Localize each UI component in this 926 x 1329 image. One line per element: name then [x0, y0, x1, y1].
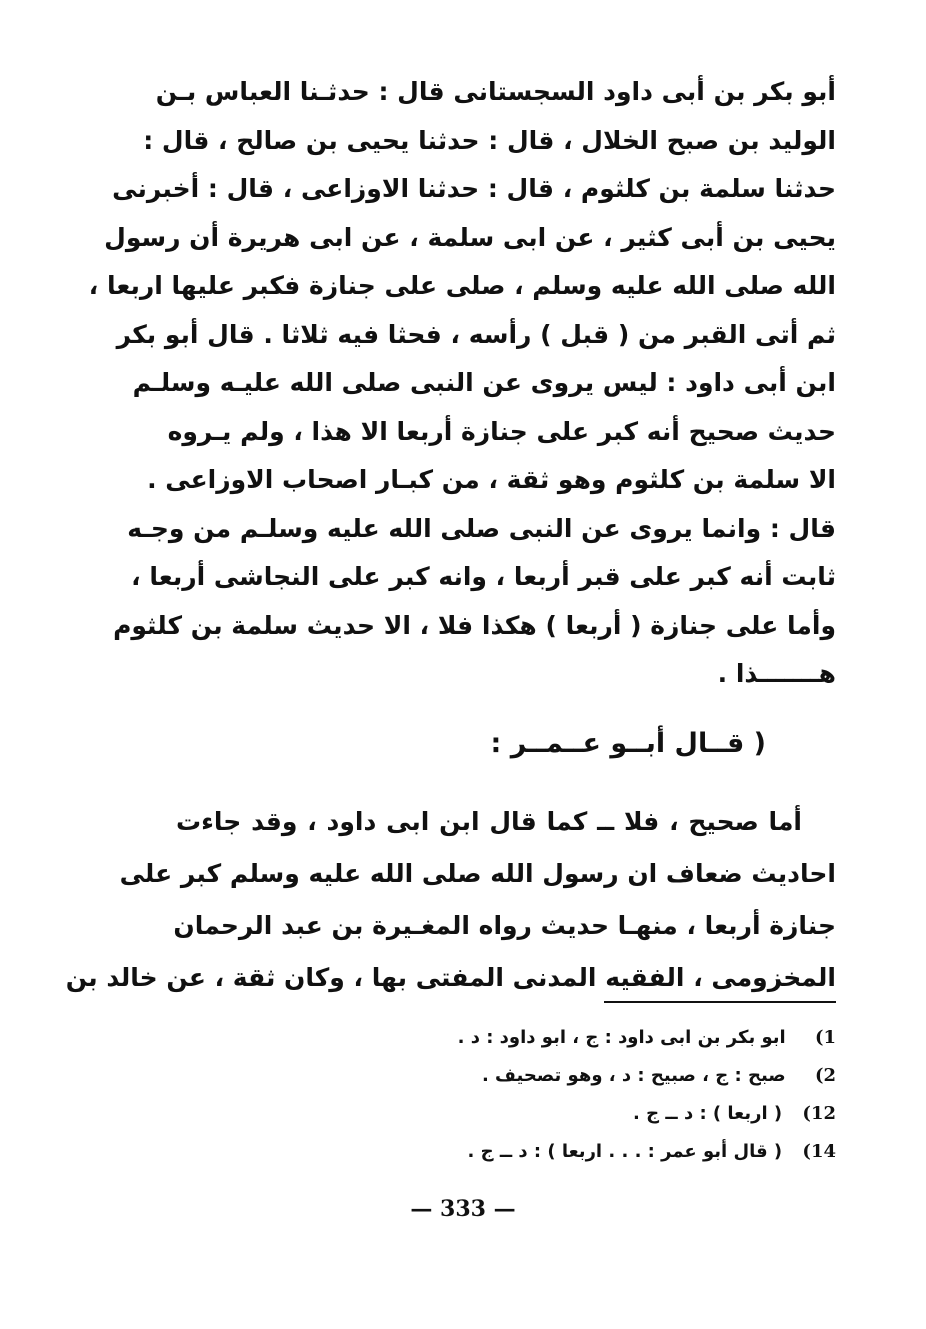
footnote: [276, 1095, 836, 1133]
text-line: يحيى بن أبى كثير ، عن ابى سلمة ، عن ابى هريرة أن رسول: [104, 222, 836, 252]
text-line: الوليد بن صبح الخلال ، قال : حدثنا يحيى بن صالح ، قال :: [143, 125, 836, 155]
text-line: ابن أبى داود : ليس يروى عن النبى صلى الله عليـه وسلـم: [132, 368, 836, 397]
text-line: حديث صحيح أنه كبر على جنازة أربعا الا هذا ، ولم يـروه: [167, 416, 836, 446]
footnote: [276, 1019, 836, 1057]
footnote-number: 12): [802, 1103, 836, 1124]
commentary-paragraph: [65, 796, 836, 1004]
text-line: قال : وانما يروى عن النبى صلى الله عليه وسلـم من وجـه: [127, 513, 836, 543]
text-line: أما صحيح ، فلا ــ كما قال ابن ابى داود ، وقد جاءت: [176, 807, 802, 836]
footnote-text: ( اربعا ) : د ــ ج .: [633, 1103, 783, 1124]
text-line: هـــــــذا .: [717, 659, 836, 688]
section-heading: ( قــال أبــو عــمــر :: [490, 728, 766, 759]
footnote-text: صبح : ج ، صبيح : د ، وهو تصحيف .: [481, 1065, 786, 1086]
main-paragraph: [88, 68, 836, 699]
footnote-number: 2): [814, 1065, 836, 1086]
text-line: الله صلى الله عليه وسلم ، صلى على جنازة فكبر عليها اربعا ،: [88, 271, 836, 300]
footnote: [276, 1133, 836, 1171]
footnote-divider: [604, 1001, 836, 1003]
page-number: — 333 —: [410, 1196, 516, 1222]
footnote: [276, 1057, 836, 1095]
text-line: جنازة أربعا ، منهـا حديث رواه المغـيرة بن عبد الرحمان: [173, 911, 836, 940]
text-line: المخزومى ، الفقيه المدنى المفتى بها ، وكان ثقة ، عن خالد بن: [65, 963, 836, 992]
footnote-number: 14): [802, 1141, 836, 1162]
footnotes: [276, 1019, 836, 1171]
footnote-text: ( قال أبو عمر : . . . اربعا ) : د ــ ج .: [467, 1141, 783, 1162]
text-line: احاديث ضعاف ان رسول الله صلى الله عليه وسلم كبر على: [119, 859, 836, 888]
footnote-number: 1): [814, 1027, 836, 1048]
text-line: ثم أتى القبر من ( قبل ) رأسه ، فحثا فيه ثلاثا . قال أبو بكر: [116, 319, 836, 349]
text-line: حدثنا سلمة بن كلثوم ، قال : حدثنا الاوزاعى ، قال : أخبرنى: [112, 174, 836, 203]
footnote-text: ابو بكر بن ابى داود : ج ، ابو داود : د .: [457, 1027, 786, 1048]
text-line: الا سلمة بن كلثوم وهو ثقة ، من كبـار اصحاب الاوزاعى .: [147, 465, 836, 494]
text-line: أبو بكر بن أبى داود السجستانى قال : حدثـنا العباس بـن: [155, 77, 836, 106]
text-line: ثابت أنه كبر على قبر أربعا ، وانه كبر على النجاشى أربعا ،: [131, 562, 836, 591]
text-line: وأما على جنازة ( أربعا ) هكذا فلا ، الا حديث سلمة بن كلثوم: [113, 610, 836, 640]
